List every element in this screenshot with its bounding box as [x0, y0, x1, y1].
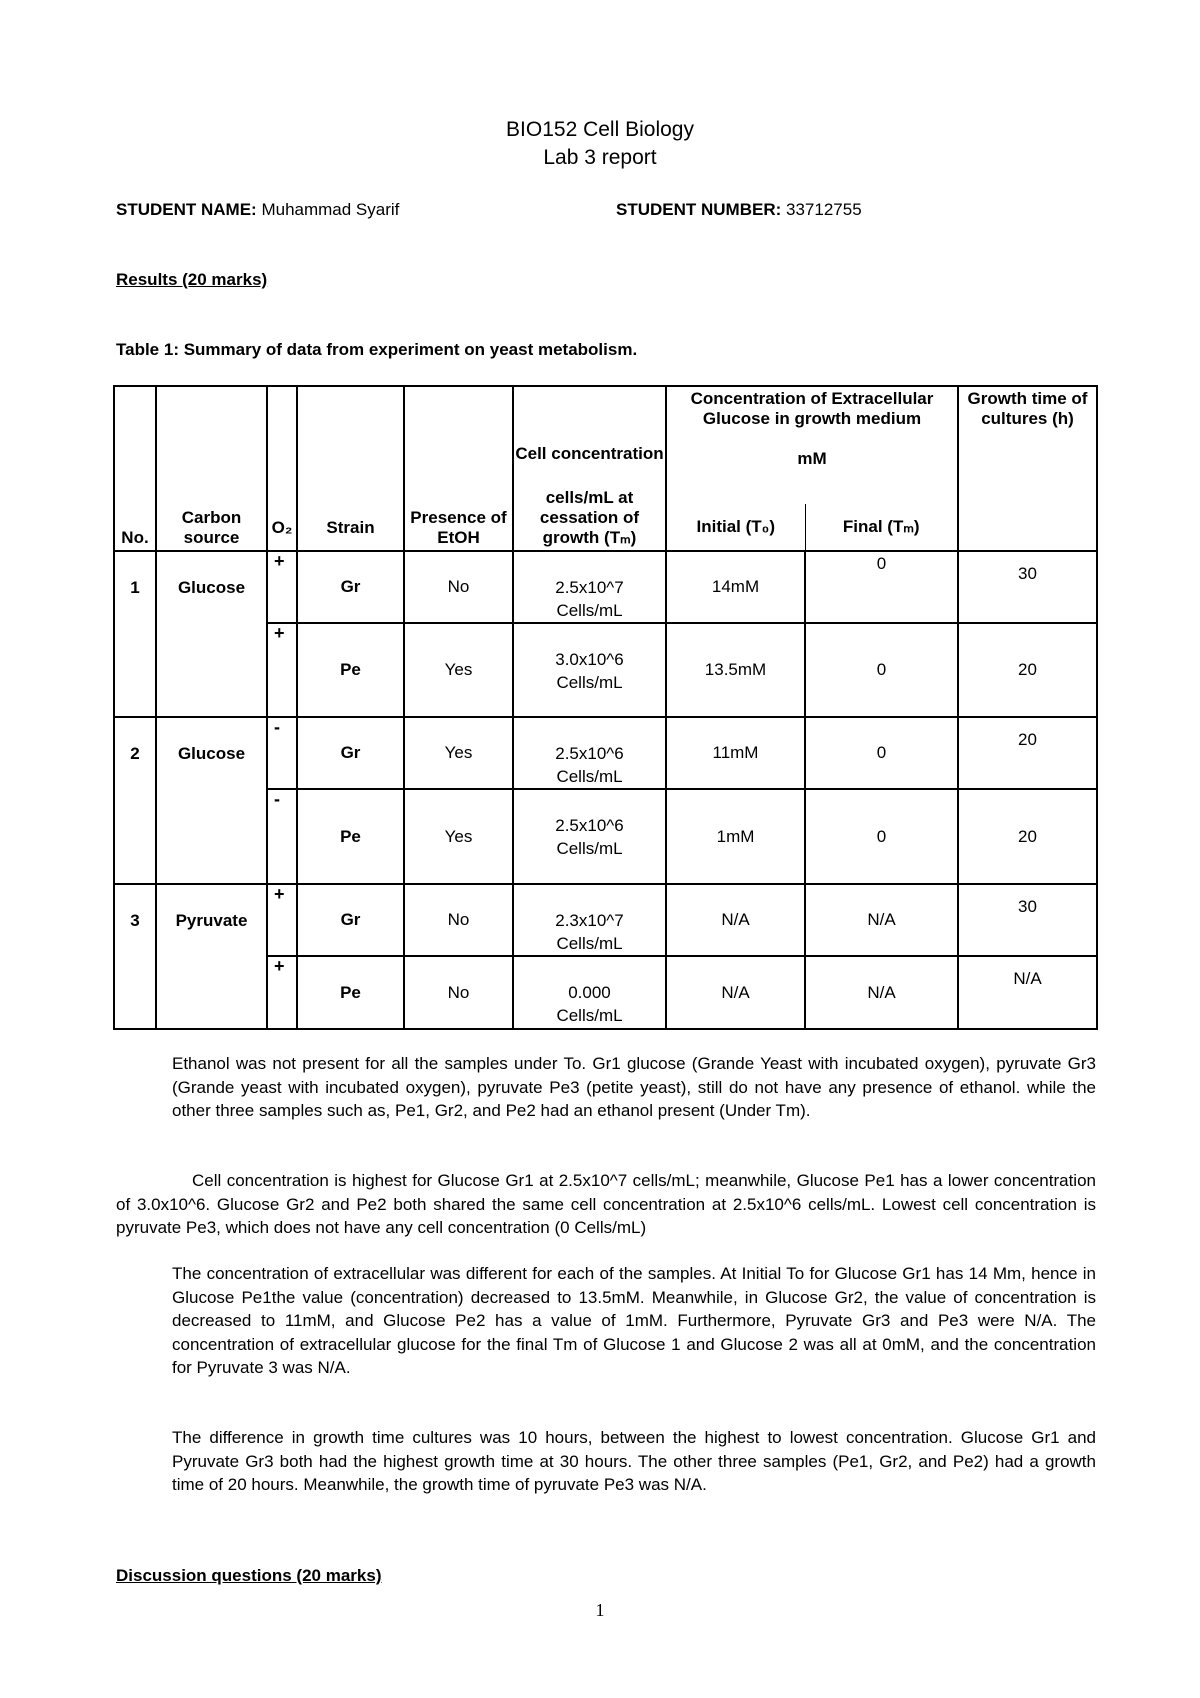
header-cell-concentration [513, 386, 666, 551]
header-growth-time: Growth time of cultures (h) [958, 386, 1097, 551]
cell-concentration: 0.000 Cells/mL [513, 956, 666, 1029]
cell-initial: 14mM [666, 551, 805, 623]
header-no: No. [114, 386, 156, 551]
cell-final: N/A [805, 956, 958, 1029]
report-title: Lab 3 report [543, 146, 657, 169]
paragraph-extracellular-glucose: The concentration of extracellular was different for each of the samples. At Initial To for Glucose Gr1 has 14 Mm, hence in Glucose Pe1the value (concentration) decreased to 13.5mM. Meanwhile, in Glucose Gr2, the value of concentration is decreased to 11mM, and Glucose Pe2 has a value of 1mM. Furthermore, Pyruvate Gr3 and Pe3 were N/A. The concentration of extracellular glucose for the final Tm of Glucose 1 and Glucose 2 was all at 0mM, and the concentration for Pyruvate 3 was N/A. [172, 1264, 1096, 1377]
cell-strain: Gr [297, 551, 404, 623]
cell-final: 0 [805, 789, 958, 884]
header-strain: Strain [297, 386, 404, 551]
cell-growth-time: 20 [958, 717, 1097, 789]
cell-concentration: 2.5x10^6 Cells/mL [513, 789, 666, 884]
results-heading: Results (20 marks) [116, 270, 268, 289]
cell-etoh: No [404, 956, 513, 1029]
course-title: BIO152 Cell Biology [506, 118, 694, 141]
student-number-label: STUDENT NUMBER: [616, 200, 782, 219]
cell-strain: Pe [297, 789, 404, 884]
cell-strain: Gr [297, 884, 404, 956]
cell-o2: - [267, 717, 297, 789]
cell-growth-time: N/A [958, 956, 1097, 1029]
table-caption: Table 1: Summary of data from experiment on yeast metabolism. [116, 340, 638, 359]
cell-o2: - [267, 789, 297, 884]
page-number: 1 [595, 1600, 605, 1620]
cell-concentration: 2.5x10^7 Cells/mL [513, 551, 666, 623]
cell-growth-time: 20 [958, 789, 1097, 884]
cell-carbon-source: Glucose [156, 551, 267, 717]
cell-no: 1 [114, 551, 156, 717]
header-final: Final (Tₘ) [805, 504, 958, 551]
cell-concentration: 3.0x10^6 Cells/mL [513, 623, 666, 717]
header-glucose-title: Concentration of Extracellular Glucose in growth medium [690, 389, 934, 428]
cell-etoh: No [404, 551, 513, 623]
student-name-label: STUDENT NAME: [116, 200, 257, 219]
cell-no: 2 [114, 717, 156, 884]
cell-final: 0 [805, 551, 958, 623]
table-row [114, 884, 1097, 956]
cell-o2: + [267, 623, 297, 717]
cell-initial: N/A [666, 956, 805, 1029]
header-initial: Initial (T₀) [666, 504, 805, 551]
table-row [114, 717, 1097, 789]
cell-final: 0 [805, 623, 958, 717]
header-glucose-unit: mM [797, 449, 827, 468]
cell-no: 3 [114, 884, 156, 1029]
student-number-value: 33712755 [786, 200, 862, 219]
cell-strain: Pe [297, 956, 404, 1029]
cell-initial: 1mM [666, 789, 805, 884]
discussion-heading: Discussion questions (20 marks) [116, 1566, 382, 1585]
header-etoh: Presence of EtOH [404, 386, 513, 551]
header-carbon-source: Carbon source [156, 386, 267, 551]
cell-growth-time: 30 [958, 884, 1097, 956]
cell-o2: + [267, 551, 297, 623]
paragraph-cell-concentration: Cell concentration is highest for Glucose Gr1 at 2.5x10^7 cells/mL; meanwhile, Glucose Pe1 has a lower concentration of 3.0x10^6. Glucose Gr2 and Pe2 both shared the same cell concentration at 2.5x10^6 cells/mL. Lowest cell concentration is pyruvate Pe3, which does not have any cell concentration (0 Cells/mL) [116, 1171, 1096, 1237]
header-cell-title: Cell concentration [515, 444, 664, 463]
cell-etoh: No [404, 884, 513, 956]
results-table [113, 385, 1098, 1030]
cell-strain: Gr [297, 717, 404, 789]
cell-concentration: 2.5x10^6 Cells/mL [513, 717, 666, 789]
student-name [116, 200, 399, 220]
cell-growth-time: 30 [958, 551, 1097, 623]
paragraph-growth-time: The difference in growth time cultures was 10 hours, between the highest to lowest concentration. Glucose Gr1 and Pyruvate Gr3 both had the highest growth time at 30 hours. The other three samples (Pe1, Gr2, and Pe2) had a growth time of 20 hours. Meanwhile, the growth time of pyruvate Pe3 was N/A. [172, 1428, 1096, 1494]
header-cell-unit: cells/mL at cessation of growth (Tₘ) [539, 488, 640, 547]
cell-carbon-source: Glucose [156, 717, 267, 884]
cell-final: N/A [805, 884, 958, 956]
cell-etoh: Yes [404, 717, 513, 789]
student-number [616, 200, 862, 220]
header-glucose [666, 386, 958, 504]
paragraph-ethanol: Ethanol was not present for all the samples under To. Gr1 glucose (Grande Yeast with incubated oxygen), pyruvate Gr3 (Grande yeast with incubated oxygen), pyruvate Pe3 (petite yeast), still do not have any presence of ethanol. while the other three samples such as, Pe1, Gr2, and Pe2 had an ethanol present (Under Tm). [172, 1054, 1096, 1120]
cell-initial: 11mM [666, 717, 805, 789]
student-name-value: Muhammad Syarif [261, 200, 400, 219]
header-o2: O₂ [267, 386, 297, 551]
cell-carbon-source: Pyruvate [156, 884, 267, 1029]
cell-final: 0 [805, 717, 958, 789]
table-row [114, 551, 1097, 623]
cell-concentration: 2.3x10^7 Cells/mL [513, 884, 666, 956]
cell-growth-time: 20 [958, 623, 1097, 717]
cell-initial: N/A [666, 884, 805, 956]
document-title [0, 116, 1200, 172]
cell-etoh: Yes [404, 789, 513, 884]
cell-o2: + [267, 956, 297, 1029]
cell-etoh: Yes [404, 623, 513, 717]
cell-strain: Pe [297, 623, 404, 717]
cell-o2: + [267, 884, 297, 956]
cell-initial: 13.5mM [666, 623, 805, 717]
